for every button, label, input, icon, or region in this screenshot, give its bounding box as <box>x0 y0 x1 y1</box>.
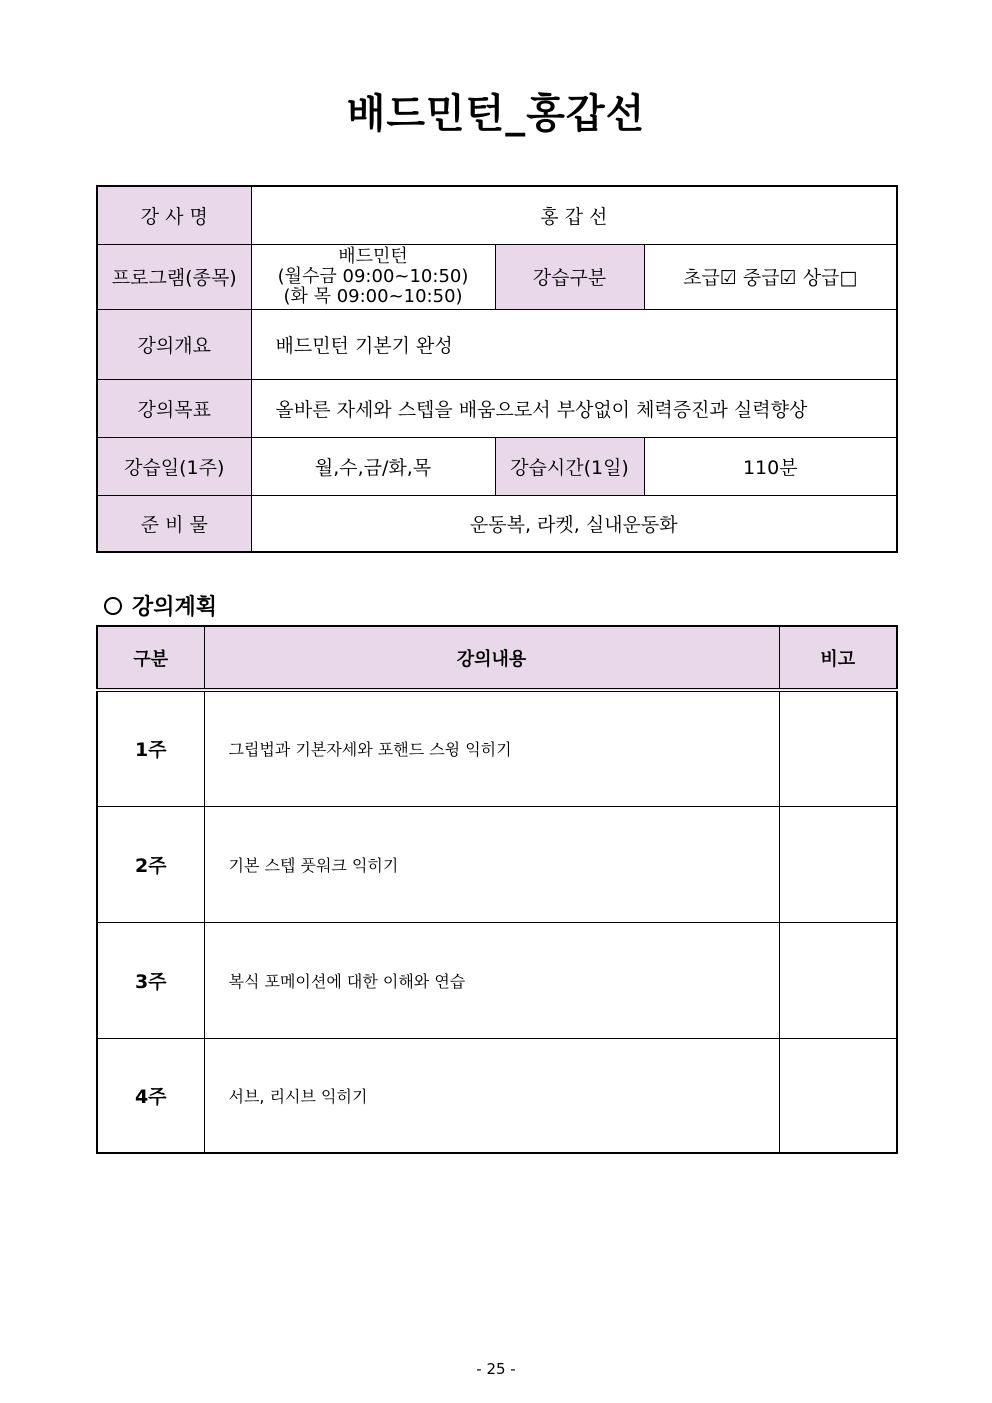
program-name: 배드민턴 <box>338 245 408 267</box>
section-title: 강의계획 <box>132 595 218 620</box>
week-label: 3주 <box>97 922 204 1038</box>
week-note <box>779 806 897 922</box>
week-note <box>779 922 897 1038</box>
table-row <box>97 922 897 1038</box>
week-content: 서브, 리시브 익히기 <box>204 1038 779 1153</box>
week-label: 4주 <box>97 1038 204 1153</box>
goal-value: 올바른 자세와 스텝을 배움으로서 부상없이 체력증진과 실력향상 <box>251 379 897 437</box>
week-content: 그립법과 기본자세와 포핸드 스윙 익히기 <box>204 690 779 806</box>
table-row <box>97 690 897 806</box>
week-label: 2주 <box>97 806 204 922</box>
page-number: - 25 - <box>476 1360 516 1378</box>
program-value <box>251 244 495 309</box>
week-note <box>779 1038 897 1153</box>
week-label: 1주 <box>97 690 204 806</box>
page-title: 배드민턴_홍갑선 <box>346 91 646 137</box>
week-note <box>779 690 897 806</box>
header-note: 비고 <box>779 626 897 690</box>
course-info-table <box>96 185 898 553</box>
section-heading <box>104 590 217 621</box>
circle-bullet-icon <box>104 597 122 615</box>
header-content: 강의내용 <box>204 626 779 690</box>
supplies-value: 운동복, 라켓, 실내운동화 <box>251 495 897 552</box>
goal-label: 강의목표 <box>97 379 251 437</box>
program-schedule-mwf: (월수금 09:00~10:50) <box>277 265 469 287</box>
days-value: 월,수,금/화,목 <box>251 437 495 495</box>
supplies-label: 준 비 물 <box>97 495 251 552</box>
time-label: 강습시간(1일) <box>495 437 644 495</box>
time-value: 110분 <box>644 437 897 495</box>
table-row <box>97 806 897 922</box>
header-category: 구분 <box>97 626 204 690</box>
overview-label: 강의개요 <box>97 309 251 379</box>
level-label: 강습구분 <box>495 244 644 309</box>
instructor-value: 홍 갑 선 <box>251 186 897 244</box>
overview-value: 배드민턴 기본기 완성 <box>251 309 897 379</box>
days-label: 강습일(1주) <box>97 437 251 495</box>
lecture-plan-table <box>96 625 898 1154</box>
level-value: 초급☑ 중급☑ 상급□ <box>644 244 897 309</box>
program-label: 프로그램(종목) <box>97 244 251 309</box>
week-content: 복식 포메이션에 대한 이해와 연습 <box>204 922 779 1038</box>
instructor-label: 강 사 명 <box>97 186 251 244</box>
week-content: 기본 스텝 풋워크 익히기 <box>204 806 779 922</box>
table-row <box>97 1038 897 1153</box>
program-schedule-tt: (화 목 09:00~10:50) <box>283 285 463 307</box>
